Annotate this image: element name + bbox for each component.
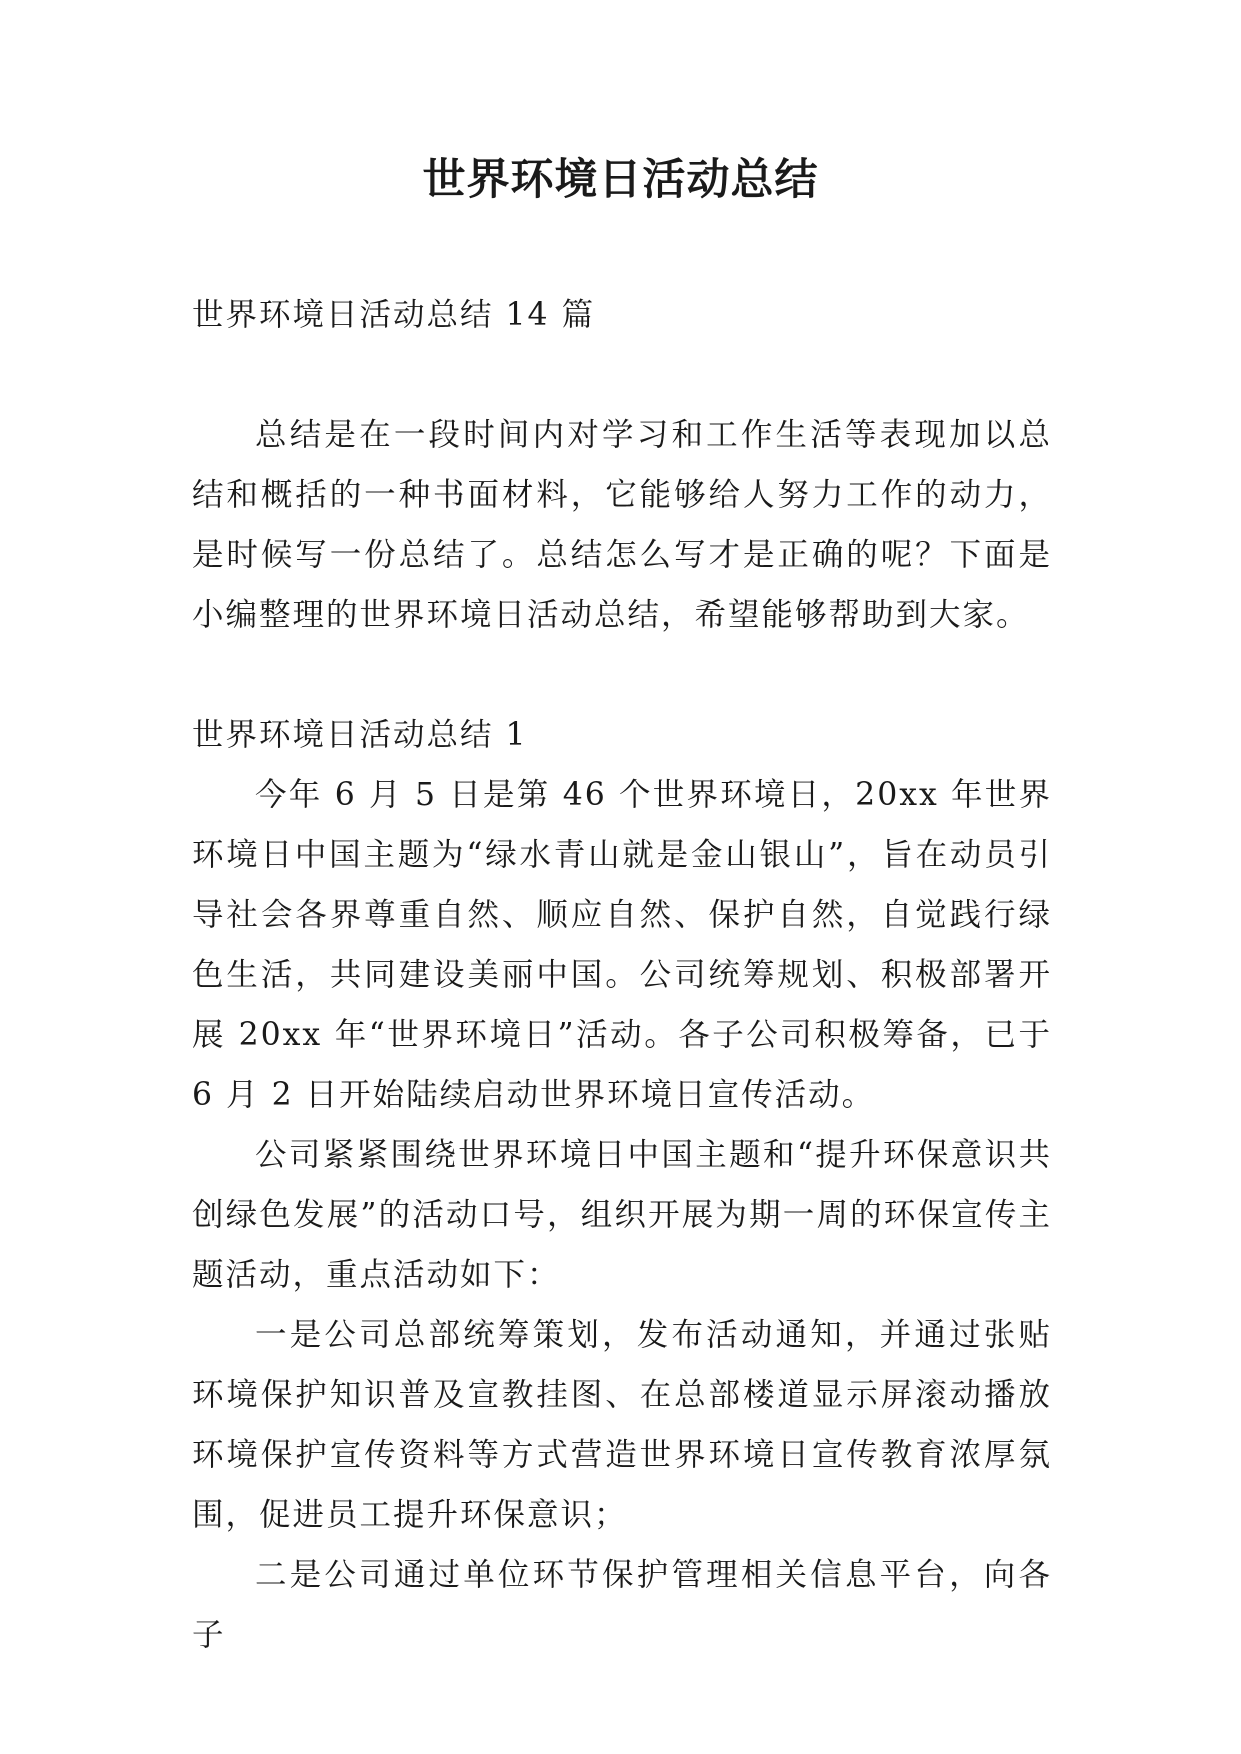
body-paragraph: 二是公司通过单位环节保护管理相关信息平台，向各子 — [192, 1557, 1052, 1653]
section-heading: 世界环境日活动总结 1 — [192, 717, 528, 753]
body-paragraph: 一是公司总部统筹策划，发布活动通知，并通过张贴环境保护知识普及宣教挂图、在总部楼道显示屏滚动播放环境保护宣传资料等方式营造世界环境日宣传教育浓厚氛围，促进员工提升环保意识； — [192, 1317, 1052, 1533]
document-body — [192, 285, 1052, 1665]
document-subtitle: 世界环境日活动总结 14 篇 — [192, 297, 596, 333]
intro-paragraph: 总结是在一段时间内对学习和工作生活等表现加以总结和概括的一种书面材料，它能够给人努力工作的动力，是时候写一份总结了。总结怎么写才是正确的呢？下面是小编整理的世界环境日活动总结，希望能够帮助到大家。 — [192, 417, 1052, 633]
body-paragraph: 公司紧紧围绕世界环境日中国主题和“提升环保意识共创绿色发展”的活动口号，组织开展为期一周的环保宣传主题活动，重点活动如下： — [192, 1137, 1052, 1293]
document-title: 世界环境日活动总结 — [422, 155, 819, 205]
body-paragraph: 今年 6 月 5 日是第 46 个世界环境日，20xx 年世界环境日中国主题为“绿水青山就是金山银山”，旨在动员引导社会各界尊重自然、顺应自然、保护自然，自觉践行绿色生活，共同建设美丽中国。公司统筹规划、积极部署开展 20xx 年“世界环境日”活动。各子公司积极筹备，已于 6 月 2 日开始陆续启动世界环境日宣传活动。 — [192, 777, 1052, 1113]
